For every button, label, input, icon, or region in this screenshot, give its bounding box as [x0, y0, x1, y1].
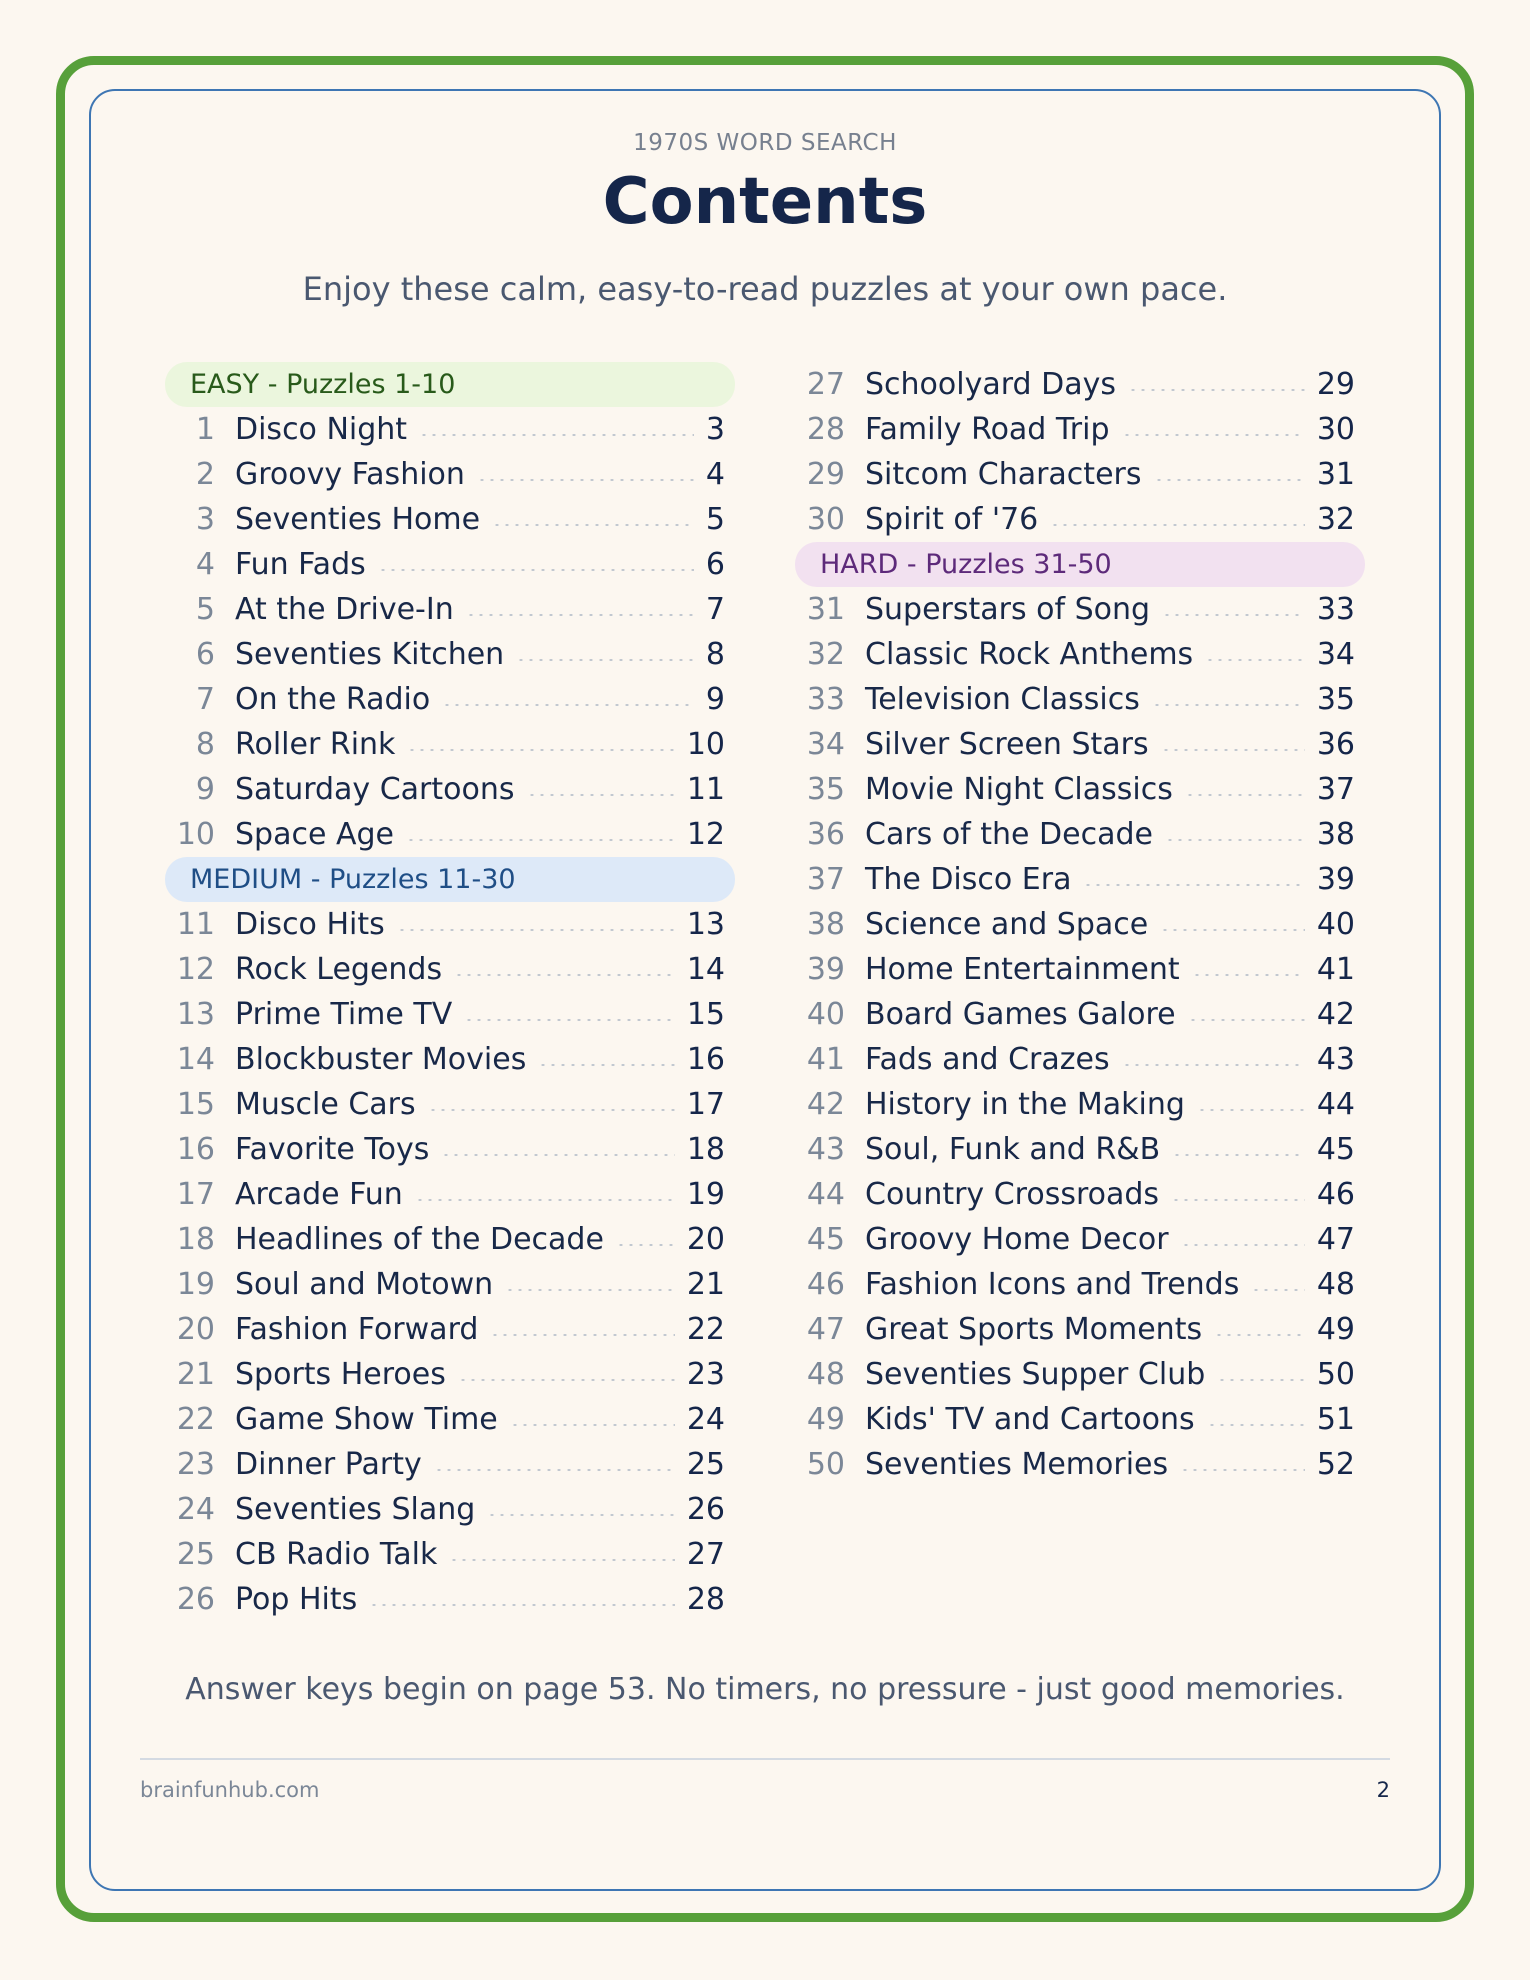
puzzle-title: Movie Night Classics: [865, 772, 1173, 807]
puzzle-number: 42: [806, 1087, 845, 1122]
dot-leader: [419, 434, 694, 436]
puzzle-number: 15: [176, 1087, 215, 1122]
toc-entry[interactable]: [795, 1352, 1365, 1397]
puzzle-title: Groovy Home Decor: [865, 1222, 1169, 1257]
page-ref: 20: [686, 1222, 725, 1257]
puzzle-title: Space Age: [235, 817, 394, 852]
page-number: 2: [1376, 1778, 1390, 1802]
puzzle-title: Cars of the Decade: [865, 817, 1153, 852]
site-name: brainfunhub.com: [140, 1778, 320, 1802]
dot-leader: [441, 1154, 674, 1156]
dot-leader: [492, 524, 694, 526]
dot-leader: [1162, 614, 1305, 616]
dot-leader: [466, 614, 694, 616]
dot-leader: [1197, 1109, 1305, 1111]
puzzle-number: 29: [806, 457, 845, 492]
section-separator: -: [259, 369, 287, 400]
dot-leader: [415, 1199, 675, 1201]
section-level: MEDIUM: [190, 864, 303, 895]
puzzle-title: Rock Legends: [235, 952, 443, 987]
puzzle-number: 13: [176, 997, 215, 1032]
dot-leader: [1217, 1379, 1305, 1381]
dot-leader: [442, 704, 694, 706]
puzzle-title: CB Radio Talk: [235, 1537, 438, 1572]
puzzle-title: Spirit of '76: [865, 502, 1039, 537]
puzzle-title: Dinner Party: [235, 1447, 422, 1482]
puzzle-number: 45: [806, 1222, 845, 1257]
toc-entry[interactable]: [165, 767, 735, 812]
puzzle-number: 18: [176, 1222, 215, 1257]
toc-entry[interactable]: [165, 1397, 735, 1442]
page-ref: 5: [705, 502, 725, 537]
dot-leader: [527, 794, 675, 796]
puzzle-title: Country Crossroads: [865, 1177, 1160, 1212]
puzzle-title: Science and Space: [865, 907, 1149, 942]
puzzle-number: 34: [806, 727, 845, 762]
toc-entry[interactable]: [795, 1172, 1365, 1217]
dot-leader: [458, 1379, 675, 1381]
puzzle-title: At the Drive-In: [235, 592, 454, 627]
section-range: Puzzles 31-50: [925, 549, 1112, 580]
puzzle-number: 3: [195, 502, 215, 537]
toc-entry[interactable]: [795, 677, 1365, 722]
puzzle-title: History in the Making: [865, 1087, 1185, 1122]
dot-leader: [1128, 389, 1305, 391]
puzzle-title: Fun Fads: [235, 547, 366, 582]
dot-leader: [1083, 884, 1304, 886]
toc-entry[interactable]: [795, 1442, 1365, 1487]
toc-entry[interactable]: [795, 812, 1365, 857]
puzzle-title: Seventies Supper Club: [865, 1357, 1206, 1392]
puzzle-title: Game Show Time: [235, 1402, 498, 1437]
page-ref: 8: [705, 637, 725, 672]
toc-entry[interactable]: [165, 1532, 735, 1577]
toc-entry[interactable]: [165, 722, 735, 767]
puzzle-number: 17: [176, 1177, 215, 1212]
page-ref: 7: [705, 592, 725, 627]
dot-leader: [397, 929, 675, 931]
dot-leader: [454, 974, 675, 976]
page-ref: 48: [1316, 1267, 1355, 1302]
dot-leader: [1192, 974, 1305, 976]
toc-entry[interactable]: [165, 1082, 735, 1127]
page-ref: 52: [1316, 1447, 1355, 1482]
puzzle-title: Saturday Cartoons: [235, 772, 515, 807]
page-ref: 40: [1316, 907, 1355, 942]
toc-entry[interactable]: [165, 902, 735, 947]
section-separator: -: [898, 549, 926, 580]
puzzle-number: 27: [806, 367, 845, 402]
toc-entry[interactable]: [795, 452, 1365, 497]
page-ref: 22: [686, 1312, 725, 1347]
dot-leader: [1161, 749, 1305, 751]
toc-entry[interactable]: [795, 1082, 1365, 1127]
toc-entry[interactable]: [165, 542, 735, 587]
page-ref: 34: [1316, 637, 1355, 672]
dot-leader: [1188, 1019, 1305, 1021]
puzzle-title: Soul and Motown: [235, 1267, 494, 1302]
puzzle-number: 36: [806, 817, 845, 852]
toc-entry[interactable]: [795, 1127, 1365, 1172]
toc-entry[interactable]: [165, 407, 735, 452]
puzzle-title: Fashion Forward: [235, 1312, 479, 1347]
page-ref: 51: [1316, 1402, 1355, 1437]
page-ref: 44: [1316, 1087, 1355, 1122]
puzzle-title: Family Road Trip: [865, 412, 1110, 447]
contents-column-right: [795, 362, 1365, 1487]
page-ref: 45: [1316, 1132, 1355, 1167]
puzzle-number: 6: [195, 637, 215, 672]
puzzle-title: Television Classics: [865, 682, 1140, 717]
puzzle-title: Board Games Galore: [865, 997, 1176, 1032]
puzzle-title: Silver Screen Stars: [865, 727, 1149, 762]
page-ref: 31: [1316, 457, 1355, 492]
puzzle-number: 5: [195, 592, 215, 627]
page-ref: 13: [686, 907, 725, 942]
page-ref: 24: [686, 1402, 725, 1437]
page-ref: 43: [1316, 1042, 1355, 1077]
page-ref: 10: [686, 727, 725, 762]
page-ref: 38: [1316, 817, 1355, 852]
dot-leader: [369, 1604, 675, 1606]
page-ref: 46: [1316, 1177, 1355, 1212]
toc-entry[interactable]: [795, 857, 1365, 902]
puzzle-title: Schoolyard Days: [865, 367, 1116, 402]
puzzle-title: On the Radio: [235, 682, 431, 717]
puzzle-number: 11: [176, 907, 215, 942]
page-ref: 36: [1316, 727, 1355, 762]
page-ref: 16: [686, 1042, 725, 1077]
toc-entry[interactable]: [165, 1037, 735, 1082]
puzzle-number: 22: [176, 1402, 215, 1437]
puzzle-title: Kids' TV and Cartoons: [865, 1402, 1195, 1437]
puzzle-title: Blockbuster Movies: [235, 1042, 527, 1077]
page-ref: 3: [705, 412, 725, 447]
puzzle-title: Seventies Slang: [235, 1492, 476, 1527]
section-header-medium: [165, 857, 735, 902]
puzzle-number: 4: [195, 547, 215, 582]
page-ref: 23: [686, 1357, 725, 1392]
dot-leader: [1122, 434, 1305, 436]
toc-entry[interactable]: [165, 1307, 735, 1352]
puzzle-title: The Disco Era: [865, 862, 1072, 897]
puzzle-number: 16: [176, 1132, 215, 1167]
page-ref: 27: [686, 1537, 725, 1572]
page-ref: 29: [1316, 367, 1355, 402]
toc-entry[interactable]: [795, 902, 1365, 947]
puzzle-title: Fashion Icons and Trends: [865, 1267, 1240, 1302]
page-ref: 19: [686, 1177, 725, 1212]
section-range: Puzzles 1-10: [286, 369, 456, 400]
dot-leader: [1185, 794, 1305, 796]
page-title: Contents: [602, 165, 928, 239]
dot-leader: [616, 1244, 675, 1246]
puzzle-number: 26: [176, 1582, 215, 1617]
puzzle-number: 24: [176, 1492, 215, 1527]
toc-entry[interactable]: [795, 1262, 1365, 1307]
dot-leader: [378, 569, 694, 571]
puzzle-number: 40: [806, 997, 845, 1032]
puzzle-number: 35: [806, 772, 845, 807]
page-ref: 50: [1316, 1357, 1355, 1392]
puzzle-number: 43: [806, 1132, 845, 1167]
puzzle-title: Seventies Kitchen: [235, 637, 505, 672]
section-header-hard: [795, 542, 1365, 587]
contents-column-left: [165, 362, 735, 1622]
toc-entry[interactable]: [165, 1217, 735, 1262]
page-ref: 14: [686, 952, 725, 987]
toc-entry[interactable]: [165, 812, 735, 857]
toc-entry[interactable]: [795, 362, 1365, 407]
dot-leader: [477, 479, 694, 481]
toc-entry[interactable]: [165, 632, 735, 677]
toc-entry[interactable]: [795, 407, 1365, 452]
page-ref: 15: [686, 997, 725, 1032]
puzzle-number: 46: [806, 1267, 845, 1302]
dot-leader: [1122, 1064, 1305, 1066]
puzzle-title: Fads and Crazes: [865, 1042, 1110, 1077]
page-ref: 42: [1316, 997, 1355, 1032]
page-ref: 39: [1316, 862, 1355, 897]
puzzle-title: Seventies Home: [235, 502, 481, 537]
puzzle-number: 39: [806, 952, 845, 987]
page-ref: 32: [1316, 502, 1355, 537]
dot-leader: [1207, 1424, 1305, 1426]
puzzle-number: 28: [806, 412, 845, 447]
dot-leader: [428, 1109, 675, 1111]
dot-leader: [1180, 1469, 1305, 1471]
toc-entry[interactable]: [165, 452, 735, 497]
dot-leader: [1172, 1154, 1305, 1156]
puzzle-title: Headlines of the Decade: [235, 1222, 604, 1257]
toc-entry[interactable]: [795, 767, 1365, 812]
puzzle-title: Prime Time TV: [235, 997, 453, 1032]
toc-entry[interactable]: [795, 497, 1365, 542]
puzzle-title: Pop Hits: [235, 1582, 358, 1617]
page-ref: 4: [705, 457, 725, 492]
footer-divider: [140, 1758, 1390, 1760]
puzzle-title: Classic Rock Anthems: [865, 637, 1194, 672]
dot-leader: [406, 839, 675, 841]
dot-leader: [407, 749, 674, 751]
dot-leader: [505, 1289, 675, 1291]
page-ref: 18: [686, 1132, 725, 1167]
dot-leader: [1181, 1244, 1305, 1246]
section-level: EASY: [190, 369, 260, 400]
puzzle-number: 49: [806, 1402, 845, 1437]
puzzle-number: 14: [176, 1042, 215, 1077]
section-separator: -: [302, 864, 330, 895]
toc-entry[interactable]: [165, 497, 735, 542]
toc-entry[interactable]: [165, 1577, 735, 1622]
puzzle-title: Seventies Memories: [865, 1447, 1169, 1482]
page-ref: 11: [686, 772, 725, 807]
toc-entry[interactable]: [795, 1037, 1365, 1082]
puzzle-number: 47: [806, 1312, 845, 1347]
puzzle-title: Soul, Funk and R&B: [865, 1132, 1161, 1167]
puzzle-number: 32: [806, 637, 845, 672]
page-ref: 25: [686, 1447, 725, 1482]
page-ref: 35: [1316, 682, 1355, 717]
toc-entry[interactable]: [795, 722, 1365, 767]
puzzle-number: 30: [806, 502, 845, 537]
puzzle-number: 8: [195, 727, 215, 762]
toc-entry[interactable]: [795, 947, 1365, 992]
toc-entry[interactable]: [165, 677, 735, 722]
section-level: HARD: [820, 549, 899, 580]
toc-entry[interactable]: [165, 992, 735, 1037]
toc-entry[interactable]: [165, 1487, 735, 1532]
dot-leader: [1171, 1199, 1305, 1201]
dot-leader: [434, 1469, 675, 1471]
page-ref: 17: [686, 1087, 725, 1122]
page-subtitle: Enjoy these calm, easy-to-read puzzles at your own pace.: [302, 270, 1228, 308]
puzzle-title: Muscle Cars: [235, 1087, 416, 1122]
page-ref: 37: [1316, 772, 1355, 807]
puzzle-number: 19: [176, 1267, 215, 1302]
page-ref: 21: [686, 1267, 725, 1302]
puzzle-number: 41: [806, 1042, 845, 1077]
puzzle-title: Great Sports Moments: [865, 1312, 1203, 1347]
puzzle-number: 10: [176, 817, 215, 852]
puzzle-title: Arcade Fun: [235, 1177, 403, 1212]
toc-entry[interactable]: [795, 1217, 1365, 1262]
puzzle-title: Home Entertainment: [865, 952, 1180, 987]
dot-leader: [464, 1019, 675, 1021]
toc-entry[interactable]: [165, 1442, 735, 1487]
puzzle-title: Disco Hits: [235, 907, 385, 942]
puzzle-title: Groovy Fashion: [235, 457, 465, 492]
puzzle-number: 7: [195, 682, 215, 717]
puzzle-title: Sitcom Characters: [865, 457, 1142, 492]
puzzle-title: Roller Rink: [235, 727, 396, 762]
puzzle-number: 25: [176, 1537, 215, 1572]
page-ref: 47: [1316, 1222, 1355, 1257]
puzzle-title: Favorite Toys: [235, 1132, 430, 1167]
puzzle-title: Superstars of Song: [865, 592, 1151, 627]
page-ref: 41: [1316, 952, 1355, 987]
section-header-easy: [165, 362, 735, 407]
dot-leader: [1214, 1334, 1305, 1336]
puzzle-number: 12: [176, 952, 215, 987]
puzzle-number: 31: [806, 592, 845, 627]
toc-entry[interactable]: [165, 587, 735, 632]
page-ref: 33: [1316, 592, 1355, 627]
book-title: 1970S WORD SEARCH: [633, 130, 897, 156]
dot-leader: [1160, 929, 1305, 931]
toc-entry[interactable]: [795, 632, 1365, 677]
dot-leader: [1251, 1289, 1304, 1291]
puzzle-number: 21: [176, 1357, 215, 1392]
puzzle-number: 38: [806, 907, 845, 942]
puzzle-number: 37: [806, 862, 845, 897]
toc-entry[interactable]: [165, 1262, 735, 1307]
dot-leader: [487, 1514, 675, 1516]
puzzle-number: 2: [195, 457, 215, 492]
puzzle-number: 1: [195, 412, 215, 447]
dot-leader: [516, 659, 694, 661]
page-ref: 12: [686, 817, 725, 852]
puzzle-number: 20: [176, 1312, 215, 1347]
toc-entry[interactable]: [795, 1307, 1365, 1352]
toc-entry[interactable]: [795, 992, 1365, 1037]
puzzle-number: 50: [806, 1447, 845, 1482]
toc-entry[interactable]: [165, 1352, 735, 1397]
toc-entry[interactable]: [795, 1397, 1365, 1442]
dot-leader: [1050, 524, 1305, 526]
section-range: Puzzles 11-30: [329, 864, 516, 895]
toc-entry[interactable]: [165, 1172, 735, 1217]
toc-entry[interactable]: [165, 1127, 735, 1172]
toc-entry[interactable]: [795, 587, 1365, 632]
puzzle-number: 33: [806, 682, 845, 717]
page-ref: 9: [705, 682, 725, 717]
dot-leader: [1154, 479, 1305, 481]
page-ref: 30: [1316, 412, 1355, 447]
dot-leader: [1205, 659, 1305, 661]
puzzle-number: 48: [806, 1357, 845, 1392]
puzzle-title: Sports Heroes: [235, 1357, 446, 1392]
puzzle-number: 9: [195, 772, 215, 807]
puzzle-title: Disco Night: [235, 412, 408, 447]
dot-leader: [538, 1064, 674, 1066]
page-ref: 28: [686, 1582, 725, 1617]
dot-leader: [449, 1559, 674, 1561]
puzzle-number: 44: [806, 1177, 845, 1212]
footer-note: Answer keys begin on page 53. No timers, no pressure - just good memories.: [185, 1672, 1345, 1707]
toc-entry[interactable]: [165, 947, 735, 992]
puzzle-number: 23: [176, 1447, 215, 1482]
dot-leader: [1165, 839, 1305, 841]
dot-leader: [1152, 704, 1305, 706]
dot-leader: [510, 1424, 675, 1426]
page-ref: 6: [705, 547, 725, 582]
dot-leader: [490, 1334, 674, 1336]
page-ref: 49: [1316, 1312, 1355, 1347]
page-ref: 26: [686, 1492, 725, 1527]
